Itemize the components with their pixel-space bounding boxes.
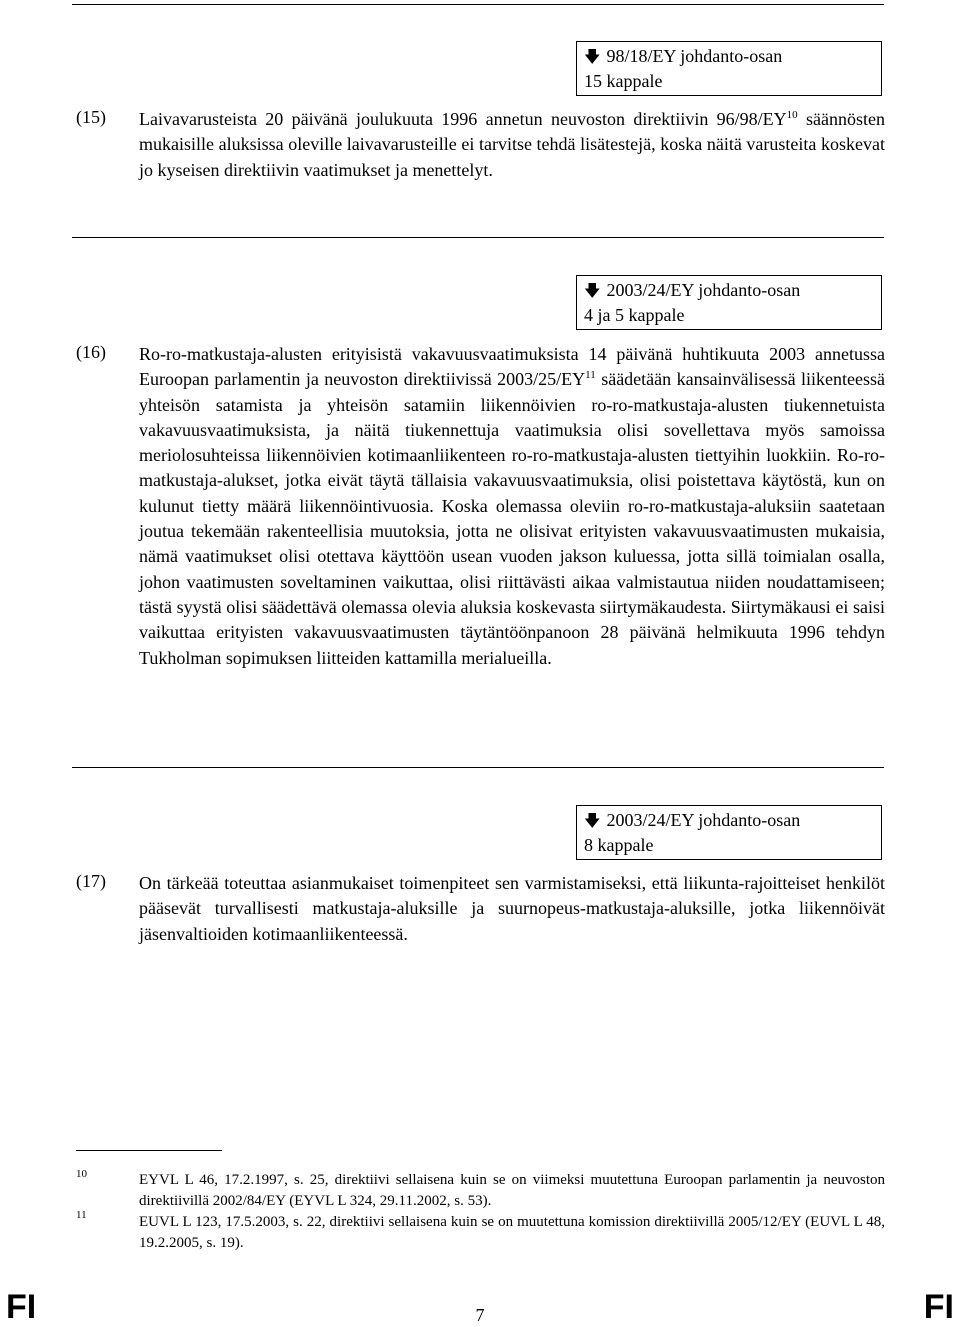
page-number: 7 — [475, 1305, 485, 1325]
recital-number: (17) — [76, 871, 106, 891]
reference-line-2: 8 kappale — [584, 835, 654, 855]
arrow-down-icon: 🡇 — [584, 47, 601, 66]
source-reference-box — [576, 805, 882, 860]
footnote-text: EYVL L 46, 17.2.1997, s. 25, direktiivi sellaisena kuin se on viimeksi muutettuna Euroopan parlamentin ja neuvoston direktiivillä 2002/84/EY (EYVL L 324, 29.11.2002, s. 53). — [139, 1172, 885, 1209]
recital-number: (16) — [76, 342, 106, 362]
recital-text: Ro-ro-matkustaja-alusten erityisistä vakavuusvaatimuksista 14 päivänä huhtikuuta 2003 annetussa Euroopan parlamentin ja neuvoston direktiivissä 2003/25/EY$^{11}$ säädetään kansainvälisessä liikenteessä yhteisön satamista ja yhteisön satamiin liikennöivien ro-ro-matkustaja-alusten tiukennetuista vakavuusvaatimuksista, ja näitä tiukennettuja vaatimuksia olisi sovellettava myös samoissa meriolosuhteissa liikennöivien kotimaanliikenteen ro-ro-matkustaja-alusten tiettyihin luokkiin. Ro-ro-matkustaja-alukset, jotka eivät täytä tällaisia vakavuusvaatimuksia, olisi poistettava käytöstä, kun on kulunut tietty määrä liikennöintivuosia. Koska olemassa oleviin ro-ro-matkustaja-aluksiin saatetaan joutua tekemään rakenteellisia muutoksia, jotta ne olisivat erityisten vakavuusvaatimusten mukaisia, nämä vaatimukset olisi otettava käyttöön usean vuoden jakson kuluessa, jotta sillä toimialan osalla, johon vaatimusten soveltaminen vaikuttaa, olisi riittävästi aikaa valmistautua niiden noudattamiseen; tästä syystä olisi säädettävä olemassa olevia aluksia koskevasta siirtymäkaudesta. Siirtymäkausi ei saisi vaikuttaa erityisten vakavuusvaatimusten täytäntöönpanoon 28 päivänä helmikuuta 1996 tehdyn Tukholman sopimuksen liitteiden kattamilla merialueilla. — [139, 344, 885, 668]
recital-number: (15) — [76, 107, 106, 127]
section-divider — [72, 767, 884, 768]
source-reference-box — [576, 275, 882, 330]
reference-line-1: 98/18/EY johdanto-osan — [606, 46, 783, 66]
language-code-right: FI — [923, 1288, 954, 1326]
recital-text: On tärkeää toteuttaa asianmukaiset toimenpiteet sen varmistamiseksi, että liikunta-rajoitteiset henkilöt pääsevät turvallisesti matkustaja-aluksille ja suurnopeus-matkustaja-aluksille, jotka liikennöivät jäsenvaltioiden kotimaanliikenteessä. — [139, 873, 885, 944]
footnote-text: EUVL L 123, 17.5.2003, s. 22, direktiivi sellaisena kuin se on muutettuna komission direktiivillä 2005/12/EY (EUVL L 48, 19.2.2005, s. 19). — [139, 1214, 885, 1251]
source-reference-box — [576, 41, 882, 96]
reference-line-2: 15 kappale — [584, 71, 663, 91]
recital-text: Laivavarusteista 20 päivänä joulukuuta 1996 annetun neuvoston direktiivin 96/98/EY$^{10}$ säännösten mukaisille aluksissa oleville laivavarusteille ei tarvitse tehdä lisätestejä, koska näitä varusteita koskevat jo kyseisen direktiivin vaatimukset ja menettelyt. — [139, 109, 885, 180]
language-code-left: FI — [6, 1288, 37, 1326]
section-divider — [72, 237, 884, 238]
arrow-down-icon: 🡇 — [584, 811, 601, 830]
header-rule — [72, 4, 884, 5]
reference-line-1: 2003/24/EY johdanto-osan — [606, 810, 801, 830]
footnote-rule — [76, 1150, 222, 1151]
reference-line-1: 2003/24/EY johdanto-osan — [606, 280, 801, 300]
reference-line-2: 4 ja 5 kappale — [584, 305, 685, 325]
footnote-number: 10 — [76, 1168, 87, 1180]
arrow-down-icon: 🡇 — [584, 281, 601, 300]
footnote-number: 11 — [76, 1209, 87, 1221]
